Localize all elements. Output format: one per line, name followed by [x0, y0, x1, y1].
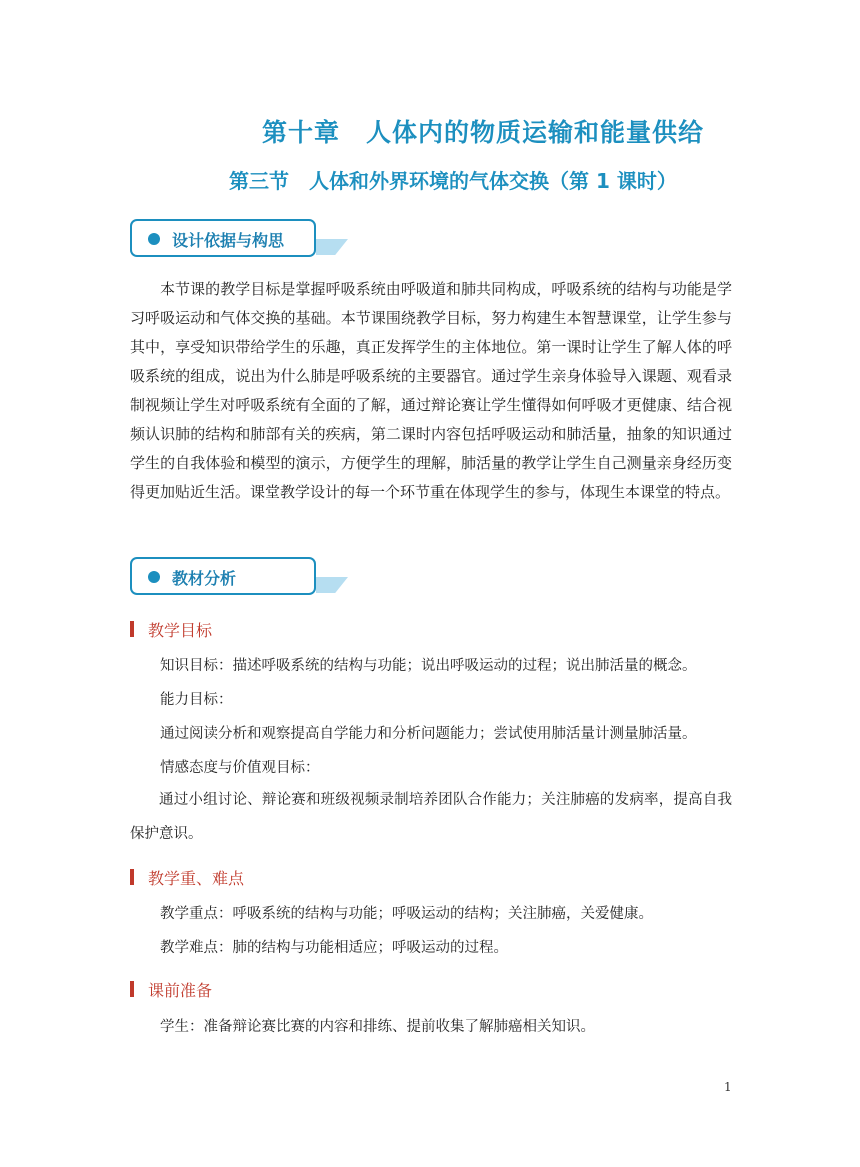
bullet-dot-icon: [148, 571, 160, 583]
page-number: 1: [724, 1080, 732, 1094]
header-tab-decoration: [316, 577, 348, 593]
section-title: 第三节 人体和外界环境的气体交换（第 1 课时）: [229, 169, 677, 193]
difficult-point: 教学难点：肺的结构与功能相适应；呼吸运动的过程。: [160, 940, 508, 956]
subheading-text: 课前准备: [148, 981, 213, 1000]
design-paragraph: 本节课的教学目标是掌握呼吸系统由呼吸道和肺共同构成，呼吸系统的结构与功能是学习呼吸运动和气体交换的基础。本节课围绕教学目标，努力构建生本智慧课堂，让学生参与其中，享受知识带给学生的乐趣，真正发挥学生的主体地位。第一课时让学生了解人体的呼吸系统的组成，说出为什么肺是呼吸系统的主要器官。通过学生亲身体验导入课题、观看录制视频让学生对呼吸系统有全面的了解，通过辩论赛让学生懂得如何呼吸才更健康、结合视频认识肺的结构和肺部有关的疾病，第二课时内容包括呼吸运动和肺活量，抽象的知识通过学生的自我体验和模型的演示，方便学生的理解，肺活量的教学让学生自己测量亲身经历变得更加贴近生活。课堂教学设计的每一个环节重在体现学生的参与，体现生本课堂的特点。: [130, 280, 732, 501]
section-header-design: [130, 219, 352, 265]
knowledge-goal: 知识目标：描述呼吸系统的结构与功能；说出呼吸运动的过程；说出肺活量的概念。: [160, 658, 697, 674]
chapter-title: 第十章 人体内的物质运输和能量供给: [262, 118, 705, 147]
header-tab-decoration: [316, 239, 348, 255]
student-preparation: 学生：准备辩论赛比赛的内容和排练、提前收集了解肺癌相关知识。: [160, 1019, 595, 1035]
section-heading: 教材分析: [172, 569, 237, 588]
emotion-goal: 通过小组讨论、辩论赛和班级视频录制培养团队合作能力；关注肺癌的发病率，提高自我保护意识。: [130, 792, 732, 842]
header-box: [130, 219, 316, 257]
bullet-dot-icon: [148, 233, 160, 245]
ability-goal: 通过阅读分析和观察提高自学能力和分析问题能力；尝试使用肺活量计测量肺活量。: [160, 726, 697, 742]
subheading-text: 教学重、难点: [148, 869, 245, 888]
subheading-bar: [130, 621, 134, 637]
subheading-text: 教学目标: [148, 621, 213, 640]
subheading-bar: [130, 869, 134, 885]
subheading-bar: [130, 981, 134, 997]
section-heading: 设计依据与构思: [172, 231, 285, 250]
key-point: 教学重点：呼吸系统的结构与功能；呼吸运动的结构；关注肺癌，关爱健康。: [160, 906, 653, 922]
header-box: [130, 557, 316, 595]
section-header-analysis: [130, 557, 352, 603]
ability-goal-label: 能力目标：: [160, 692, 233, 708]
emotion-goal-label: 情感态度与价值观目标：: [160, 760, 320, 776]
